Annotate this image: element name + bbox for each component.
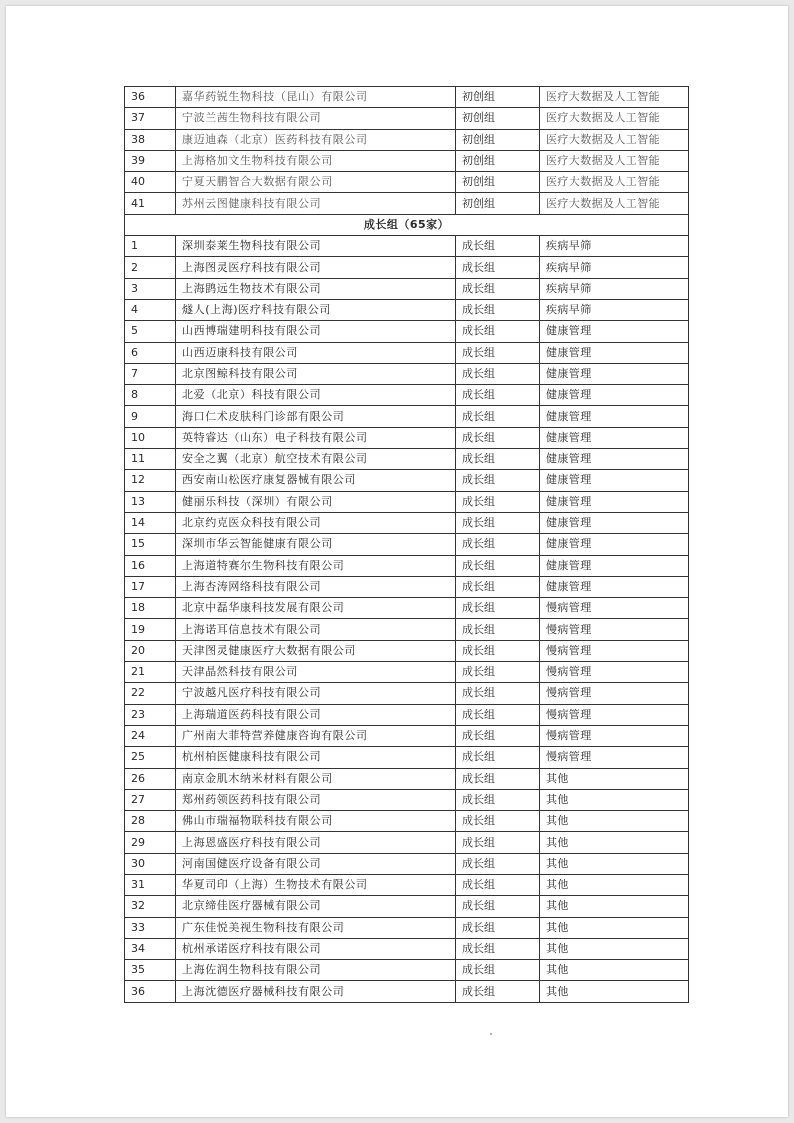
company-name: 健丽乐科技（深圳）有限公司 (176, 491, 456, 512)
group-name: 成长组 (456, 704, 540, 725)
table-row (125, 108, 689, 129)
table-row (125, 917, 689, 938)
group-name: 成长组 (456, 725, 540, 746)
table-row (125, 683, 689, 704)
group-name: 成长组 (456, 811, 540, 832)
table-row (125, 87, 689, 108)
company-name: 北京中磊华康科技发展有限公司 (176, 598, 456, 619)
field-name: 疾病早筛 (540, 299, 689, 320)
table-row (125, 491, 689, 512)
startup-group-rows (125, 87, 689, 215)
company-name: 河南国健医疗设备有限公司 (176, 853, 456, 874)
row-number: 19 (125, 619, 176, 640)
company-name: 海口仁术皮肤科门诊部有限公司 (176, 406, 456, 427)
row-number: 33 (125, 917, 176, 938)
table-row (125, 321, 689, 342)
row-number: 2 (125, 257, 176, 278)
group-name: 成长组 (456, 299, 540, 320)
row-number: 21 (125, 662, 176, 683)
group-name: 成长组 (456, 470, 540, 491)
row-number: 36 (125, 981, 176, 1002)
field-name: 健康管理 (540, 406, 689, 427)
row-number: 34 (125, 938, 176, 959)
company-name: 西安南山松医疗康复器械有限公司 (176, 470, 456, 491)
section-header-row (125, 214, 689, 235)
group-name: 成长组 (456, 917, 540, 938)
row-number: 39 (125, 150, 176, 171)
group-name: 成长组 (456, 598, 540, 619)
table-row (125, 172, 689, 193)
field-name: 慢病管理 (540, 704, 689, 725)
group-name: 成长组 (456, 427, 540, 448)
field-name: 健康管理 (540, 470, 689, 491)
group-name: 成长组 (456, 981, 540, 1002)
company-name: 杭州柏医健康科技有限公司 (176, 747, 456, 768)
document-page (6, 6, 788, 1117)
table-row (125, 342, 689, 363)
company-name: 郑州药领医药科技有限公司 (176, 789, 456, 810)
group-name: 成长组 (456, 321, 540, 342)
table-row (125, 853, 689, 874)
company-name: 上海恩盛医疗科技有限公司 (176, 832, 456, 853)
table-row (125, 470, 689, 491)
row-number: 41 (125, 193, 176, 214)
field-name: 慢病管理 (540, 683, 689, 704)
company-name: 上海瑞道医药科技有限公司 (176, 704, 456, 725)
field-name: 医疗大数据及人工智能 (540, 87, 689, 108)
table-row (125, 747, 689, 768)
group-name: 成长组 (456, 683, 540, 704)
field-name: 其他 (540, 896, 689, 917)
table-row (125, 576, 689, 597)
row-number: 31 (125, 874, 176, 895)
company-list-table (124, 86, 689, 1003)
row-number: 25 (125, 747, 176, 768)
table-row (125, 278, 689, 299)
table-row (125, 150, 689, 171)
field-name: 慢病管理 (540, 640, 689, 661)
group-name: 初创组 (456, 193, 540, 214)
group-name: 成长组 (456, 236, 540, 257)
row-number: 26 (125, 768, 176, 789)
table-row (125, 938, 689, 959)
table-row (125, 236, 689, 257)
field-name: 其他 (540, 981, 689, 1002)
table-row (125, 534, 689, 555)
row-number: 11 (125, 449, 176, 470)
company-name: 广州南大菲特营养健康咨询有限公司 (176, 725, 456, 746)
company-name: 上海佐润生物科技有限公司 (176, 960, 456, 981)
field-name: 医疗大数据及人工智能 (540, 129, 689, 150)
company-name: 北京约克医众科技有限公司 (176, 512, 456, 533)
group-name: 成长组 (456, 576, 540, 597)
row-number: 35 (125, 960, 176, 981)
company-name: 上海诺耳信息技术有限公司 (176, 619, 456, 640)
row-number: 10 (125, 427, 176, 448)
group-name: 初创组 (456, 172, 540, 193)
group-name: 成长组 (456, 896, 540, 917)
company-name: 燧人(上海)医疗科技有限公司 (176, 299, 456, 320)
group-name: 成长组 (456, 342, 540, 363)
table-row (125, 385, 689, 406)
field-name: 其他 (540, 853, 689, 874)
table-row (125, 896, 689, 917)
group-name: 成长组 (456, 363, 540, 384)
row-number: 5 (125, 321, 176, 342)
group-name: 成长组 (456, 449, 540, 470)
company-name: 深圳市华云智能健康有限公司 (176, 534, 456, 555)
table-row (125, 427, 689, 448)
table-row (125, 832, 689, 853)
company-name: 北爱（北京）科技有限公司 (176, 385, 456, 406)
group-name: 成长组 (456, 491, 540, 512)
row-number: 30 (125, 853, 176, 874)
row-number: 3 (125, 278, 176, 299)
company-name: 宁波越凡医疗科技有限公司 (176, 683, 456, 704)
row-number: 28 (125, 811, 176, 832)
company-name: 佛山市瑞福物联科技有限公司 (176, 811, 456, 832)
scan-mark (490, 1033, 492, 1035)
table-row (125, 598, 689, 619)
field-name: 慢病管理 (540, 662, 689, 683)
group-name: 成长组 (456, 662, 540, 683)
row-number: 4 (125, 299, 176, 320)
row-number: 38 (125, 129, 176, 150)
growth-section-title: 成长组（65家） (125, 214, 689, 235)
field-name: 其他 (540, 874, 689, 895)
row-number: 24 (125, 725, 176, 746)
field-name: 医疗大数据及人工智能 (540, 172, 689, 193)
company-name: 宁夏天鹏智合大数据有限公司 (176, 172, 456, 193)
row-number: 32 (125, 896, 176, 917)
group-name: 成长组 (456, 278, 540, 299)
growth-group-rows (125, 236, 689, 1003)
field-name: 其他 (540, 789, 689, 810)
field-name: 健康管理 (540, 512, 689, 533)
group-name: 成长组 (456, 534, 540, 555)
row-number: 14 (125, 512, 176, 533)
field-name: 疾病早筛 (540, 236, 689, 257)
table-row (125, 193, 689, 214)
table-row (125, 449, 689, 470)
group-name: 初创组 (456, 87, 540, 108)
field-name: 医疗大数据及人工智能 (540, 108, 689, 129)
company-name: 上海图灵医疗科技有限公司 (176, 257, 456, 278)
field-name: 健康管理 (540, 449, 689, 470)
field-name: 其他 (540, 960, 689, 981)
field-name: 其他 (540, 832, 689, 853)
row-number: 13 (125, 491, 176, 512)
company-name: 北京缔佳医疗器械有限公司 (176, 896, 456, 917)
field-name: 医疗大数据及人工智能 (540, 150, 689, 171)
table-row (125, 512, 689, 533)
field-name: 疾病早筛 (540, 257, 689, 278)
company-name: 山西博瑞建明科技有限公司 (176, 321, 456, 342)
field-name: 健康管理 (540, 427, 689, 448)
company-name: 康迈迪森（北京）医药科技有限公司 (176, 129, 456, 150)
row-number: 36 (125, 87, 176, 108)
company-name: 山西迈康科技有限公司 (176, 342, 456, 363)
company-name: 天津晶然科技有限公司 (176, 662, 456, 683)
company-name: 宁波兰茜生物科技有限公司 (176, 108, 456, 129)
field-name: 其他 (540, 811, 689, 832)
group-name: 成长组 (456, 619, 540, 640)
field-name: 健康管理 (540, 342, 689, 363)
row-number: 1 (125, 236, 176, 257)
table-row (125, 257, 689, 278)
company-name: 上海杏涛网络科技有限公司 (176, 576, 456, 597)
table-row (125, 960, 689, 981)
company-name: 英特睿达（山东）电子科技有限公司 (176, 427, 456, 448)
field-name: 其他 (540, 917, 689, 938)
table-row (125, 704, 689, 725)
table-row (125, 363, 689, 384)
table-row (125, 768, 689, 789)
company-name: 北京图鲸科技有限公司 (176, 363, 456, 384)
group-name: 成长组 (456, 853, 540, 874)
table-row (125, 406, 689, 427)
table-row (125, 981, 689, 1002)
group-name: 成长组 (456, 512, 540, 533)
group-name: 成长组 (456, 747, 540, 768)
company-name: 深圳泰莱生物科技有限公司 (176, 236, 456, 257)
row-number: 22 (125, 683, 176, 704)
field-name: 健康管理 (540, 576, 689, 597)
row-number: 9 (125, 406, 176, 427)
row-number: 27 (125, 789, 176, 810)
field-name: 慢病管理 (540, 619, 689, 640)
row-number: 29 (125, 832, 176, 853)
company-name: 上海鹍远生物技术有限公司 (176, 278, 456, 299)
table-row (125, 725, 689, 746)
row-number: 16 (125, 555, 176, 576)
group-name: 成长组 (456, 640, 540, 661)
growth-section (125, 214, 689, 235)
company-name: 安全之翼（北京）航空技术有限公司 (176, 449, 456, 470)
group-name: 初创组 (456, 129, 540, 150)
company-name: 苏州云图健康科技有限公司 (176, 193, 456, 214)
table-row (125, 640, 689, 661)
table-row (125, 874, 689, 895)
company-name: 上海格加文生物科技有限公司 (176, 150, 456, 171)
group-name: 成长组 (456, 385, 540, 406)
table-row (125, 619, 689, 640)
company-name: 嘉华药锐生物科技（昆山）有限公司 (176, 87, 456, 108)
group-name: 初创组 (456, 108, 540, 129)
group-name: 成长组 (456, 789, 540, 810)
group-name: 成长组 (456, 406, 540, 427)
group-name: 成长组 (456, 874, 540, 895)
row-number: 12 (125, 470, 176, 491)
field-name: 健康管理 (540, 321, 689, 342)
table-row (125, 299, 689, 320)
table-row (125, 129, 689, 150)
field-name: 健康管理 (540, 491, 689, 512)
field-name: 慢病管理 (540, 725, 689, 746)
group-name: 初创组 (456, 150, 540, 171)
company-name: 上海道特赛尔生物科技有限公司 (176, 555, 456, 576)
row-number: 6 (125, 342, 176, 363)
table-row (125, 555, 689, 576)
field-name: 医疗大数据及人工智能 (540, 193, 689, 214)
table-row (125, 811, 689, 832)
group-name: 成长组 (456, 960, 540, 981)
row-number: 8 (125, 385, 176, 406)
field-name: 疾病早筛 (540, 278, 689, 299)
field-name: 其他 (540, 938, 689, 959)
field-name: 健康管理 (540, 534, 689, 555)
company-name: 天津图灵健康医疗大数据有限公司 (176, 640, 456, 661)
row-number: 20 (125, 640, 176, 661)
field-name: 慢病管理 (540, 598, 689, 619)
company-name: 华夏司印（上海）生物技术有限公司 (176, 874, 456, 895)
company-name: 上海沈德医疗器械科技有限公司 (176, 981, 456, 1002)
group-name: 成长组 (456, 555, 540, 576)
group-name: 成长组 (456, 257, 540, 278)
company-name: 广东佳悦美视生物科技有限公司 (176, 917, 456, 938)
row-number: 18 (125, 598, 176, 619)
table-row (125, 789, 689, 810)
row-number: 7 (125, 363, 176, 384)
group-name: 成长组 (456, 768, 540, 789)
table-row (125, 662, 689, 683)
field-name: 健康管理 (540, 385, 689, 406)
company-name: 南京金肌木纳米材料有限公司 (176, 768, 456, 789)
field-name: 其他 (540, 768, 689, 789)
field-name: 健康管理 (540, 363, 689, 384)
group-name: 成长组 (456, 938, 540, 959)
row-number: 40 (125, 172, 176, 193)
field-name: 健康管理 (540, 555, 689, 576)
group-name: 成长组 (456, 832, 540, 853)
field-name: 慢病管理 (540, 747, 689, 768)
row-number: 17 (125, 576, 176, 597)
company-name: 杭州承诺医疗科技有限公司 (176, 938, 456, 959)
row-number: 23 (125, 704, 176, 725)
row-number: 15 (125, 534, 176, 555)
row-number: 37 (125, 108, 176, 129)
